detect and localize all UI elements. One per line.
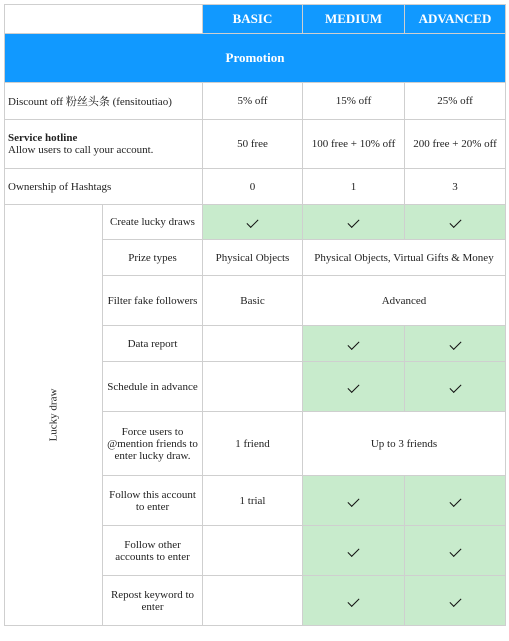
lucky-draw-group-label — [5, 205, 103, 626]
advanced-included — [405, 576, 506, 626]
check-icon — [449, 216, 461, 228]
basic-empty — [203, 576, 303, 626]
basic-value: 1 friend — [203, 412, 303, 476]
medium-advanced-value: Physical Objects, Virtual Gifts & Money — [303, 240, 506, 276]
plan-medium-header: MEDIUM — [303, 5, 405, 34]
feature-data-report: Data report — [103, 326, 203, 362]
check-icon — [347, 380, 359, 392]
advanced-included — [405, 476, 506, 526]
feature-follow-this-account: Follow this account to enter — [103, 476, 203, 526]
table-row — [5, 205, 506, 240]
medium-included — [303, 576, 405, 626]
basic-value: Physical Objects — [203, 240, 303, 276]
basic-empty — [203, 526, 303, 576]
basic-empty — [203, 362, 303, 412]
row-label-service-hotline — [5, 120, 203, 169]
medium-advanced-value: Advanced — [303, 276, 506, 326]
header-blank-cell — [5, 5, 203, 34]
basic-value: 50 free — [203, 120, 303, 169]
medium-included — [303, 326, 405, 362]
medium-advanced-value: Up to 3 friends — [303, 412, 506, 476]
check-icon — [347, 216, 359, 228]
feature-repost-keyword: Repost keyword to enter — [103, 576, 203, 626]
plan-advanced-header: ADVANCED — [405, 5, 506, 34]
check-icon — [449, 380, 461, 392]
promotion-section-header — [5, 34, 506, 83]
check-icon — [347, 337, 359, 349]
basic-value: 5% off — [203, 83, 303, 120]
feature-schedule-in-advance: Schedule in advance — [103, 362, 203, 412]
check-icon — [347, 494, 359, 506]
medium-included — [303, 205, 405, 240]
advanced-included — [405, 526, 506, 576]
pricing-table — [4, 4, 506, 626]
row-label-discount: Discount off 粉丝头条 (fensitoutiao) — [5, 83, 203, 120]
basic-value: 1 trial — [203, 476, 303, 526]
medium-included — [303, 362, 405, 412]
check-icon — [449, 594, 461, 606]
medium-value: 15% off — [303, 83, 405, 120]
service-hotline-title: Service hotline — [8, 132, 78, 144]
table-row — [5, 169, 506, 205]
advanced-included — [405, 205, 506, 240]
basic-value: Basic — [203, 276, 303, 326]
medium-included — [303, 476, 405, 526]
advanced-value: 25% off — [405, 83, 506, 120]
check-icon — [449, 337, 461, 349]
table-row — [5, 120, 506, 169]
medium-value: 1 — [303, 169, 405, 205]
service-hotline-description: Allow users to call your account. — [8, 144, 154, 156]
plan-basic-header: BASIC — [203, 5, 303, 34]
row-label-hashtags: Ownership of Hashtags — [5, 169, 203, 205]
feature-prize-types: Prize types — [103, 240, 203, 276]
medium-included — [303, 526, 405, 576]
table-row — [5, 83, 506, 120]
promotion-title: Promotion — [5, 34, 506, 83]
feature-force-mention-friends: Force users to @mention friends to enter lucky draw. — [103, 412, 203, 476]
advanced-included — [405, 326, 506, 362]
plan-header-row — [5, 5, 506, 34]
feature-follow-other-accounts: Follow other accounts to enter — [103, 526, 203, 576]
check-icon — [347, 544, 359, 556]
lucky-draw-label-text: Lucky draw — [47, 388, 60, 442]
check-icon — [449, 544, 461, 556]
feature-create-lucky-draws: Create lucky draws — [103, 205, 203, 240]
medium-value: 100 free + 10% off — [303, 120, 405, 169]
basic-value: 0 — [203, 169, 303, 205]
check-icon — [347, 594, 359, 606]
advanced-included — [405, 362, 506, 412]
basic-included — [203, 205, 303, 240]
check-icon — [246, 216, 258, 228]
feature-filter-fake-followers: Filter fake followers — [103, 276, 203, 326]
advanced-value: 3 — [405, 169, 506, 205]
basic-empty — [203, 326, 303, 362]
check-icon — [449, 494, 461, 506]
advanced-value: 200 free + 20% off — [405, 120, 506, 169]
